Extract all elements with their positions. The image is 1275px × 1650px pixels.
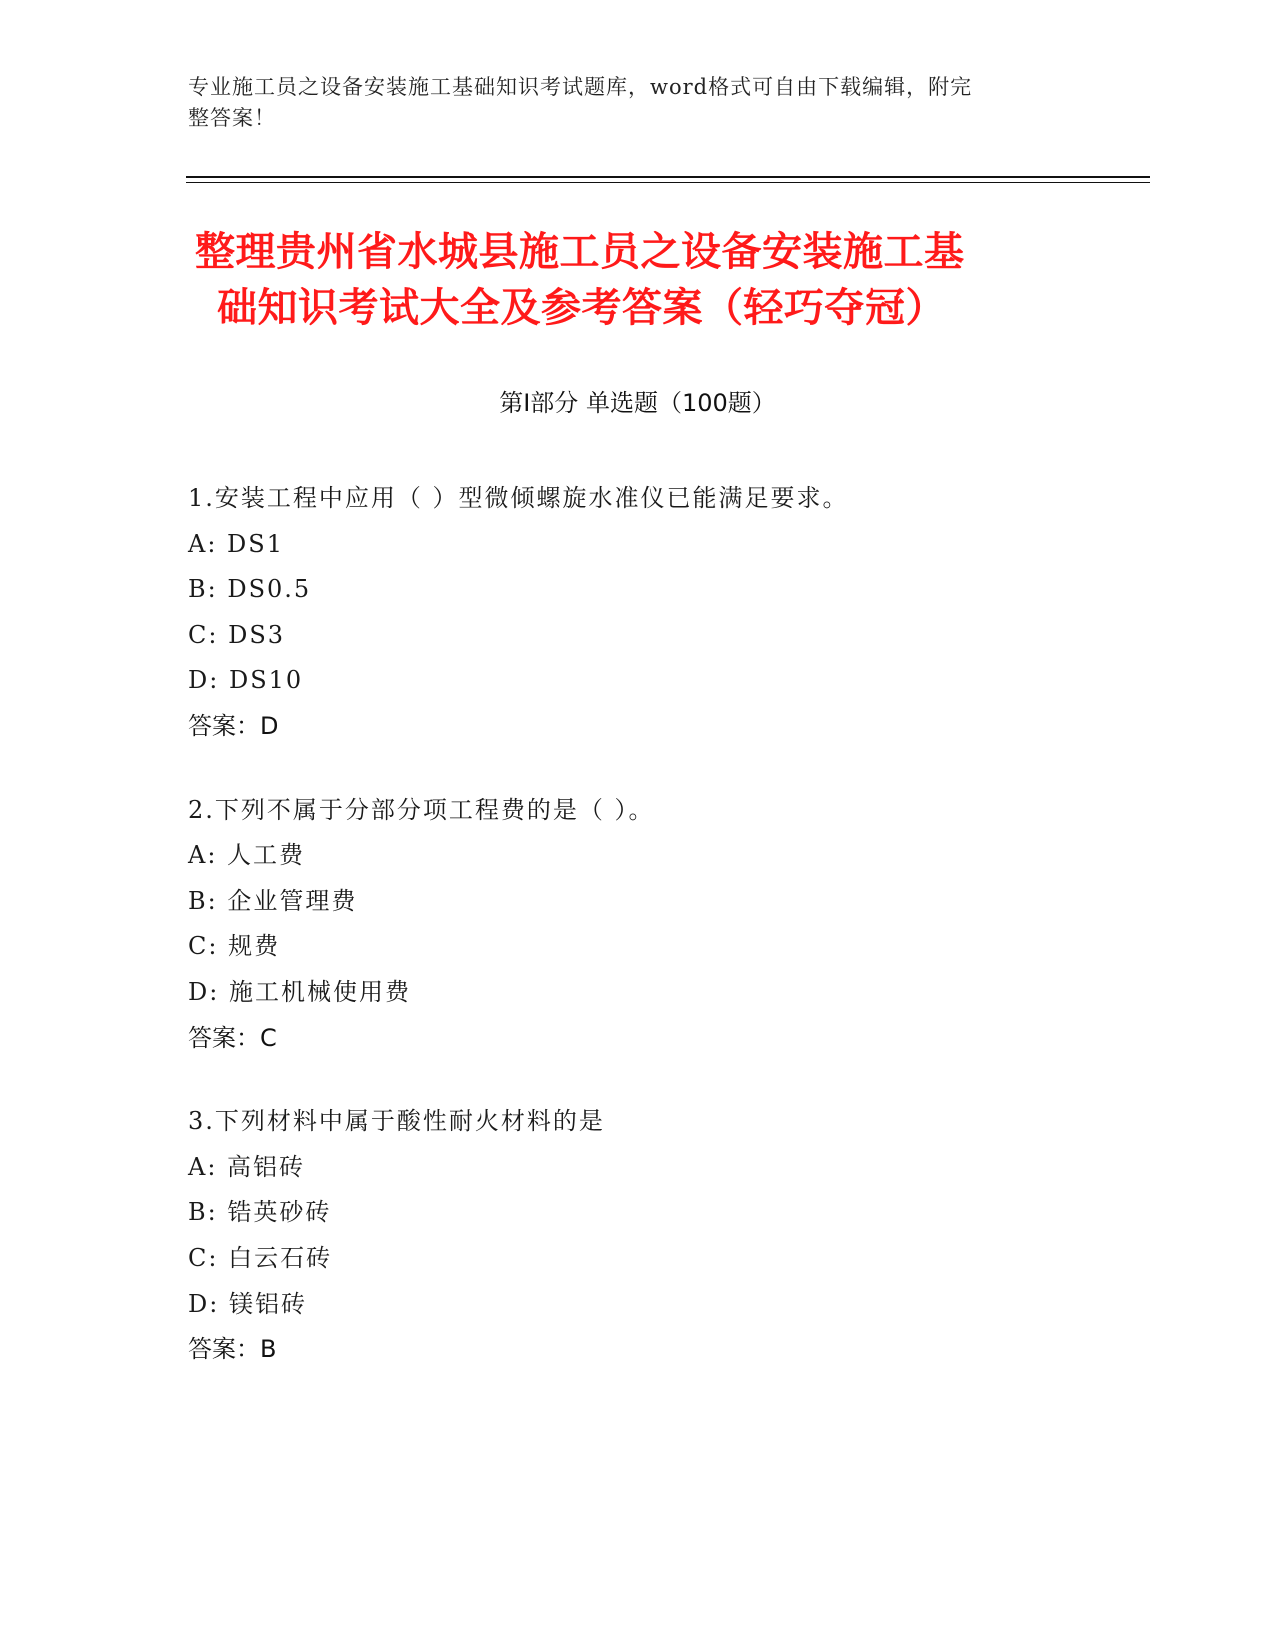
document-header-note	[188, 72, 1068, 134]
option-b: B: 锆英砂砖	[188, 1198, 332, 1227]
question-stem: 3.下列材料中属于酸性耐火材料的是	[188, 1107, 605, 1136]
option-d: D: DS10	[188, 666, 304, 695]
option-d: D: 施工机械使用费	[188, 977, 411, 1006]
answer-line: 答案：C	[188, 1023, 277, 1052]
question-1	[188, 476, 1148, 750]
option-c: C: DS3	[188, 620, 286, 649]
question-stem: 1.安装工程中应用（ ）型微倾螺旋水准仪已能满足要求。	[188, 484, 849, 512]
option-c: C: 规费	[188, 932, 281, 961]
option-d: D: 镁铝砖	[188, 1289, 307, 1318]
header-note-line-2: 整答案！	[188, 106, 276, 130]
question-2	[188, 788, 1148, 1062]
option-a: A: 高铝砖	[188, 1152, 306, 1181]
option-b: B: DS0.5	[188, 575, 312, 604]
option-a: A: DS1	[188, 529, 284, 558]
document-title	[195, 224, 1095, 336]
option-a: A: 人工费	[188, 841, 306, 870]
answer-line: 答案：D	[188, 711, 279, 740]
question-3	[188, 1099, 1148, 1373]
option-b: B: 企业管理费	[188, 886, 358, 915]
section-heading: 第Ⅰ部分 单选题（100题）	[499, 389, 776, 417]
header-note-line-1: 专业施工员之设备安装施工基础知识考试题库，word格式可自由下载编辑，附完	[188, 75, 973, 99]
header-divider-thick	[186, 176, 1150, 178]
question-list	[188, 476, 1148, 1411]
title-line-2: 础知识考试大全及参考答案（轻巧夺冠）	[217, 285, 946, 331]
header-divider-thin	[186, 182, 1150, 183]
question-stem: 2.下列不属于分部分项工程费的是（ ）。	[188, 795, 655, 824]
option-c: C: 白云石砖	[188, 1243, 333, 1272]
answer-line: 答案：B	[188, 1335, 277, 1364]
title-line-1: 整理贵州省水城县施工员之设备安装施工基	[195, 229, 965, 275]
